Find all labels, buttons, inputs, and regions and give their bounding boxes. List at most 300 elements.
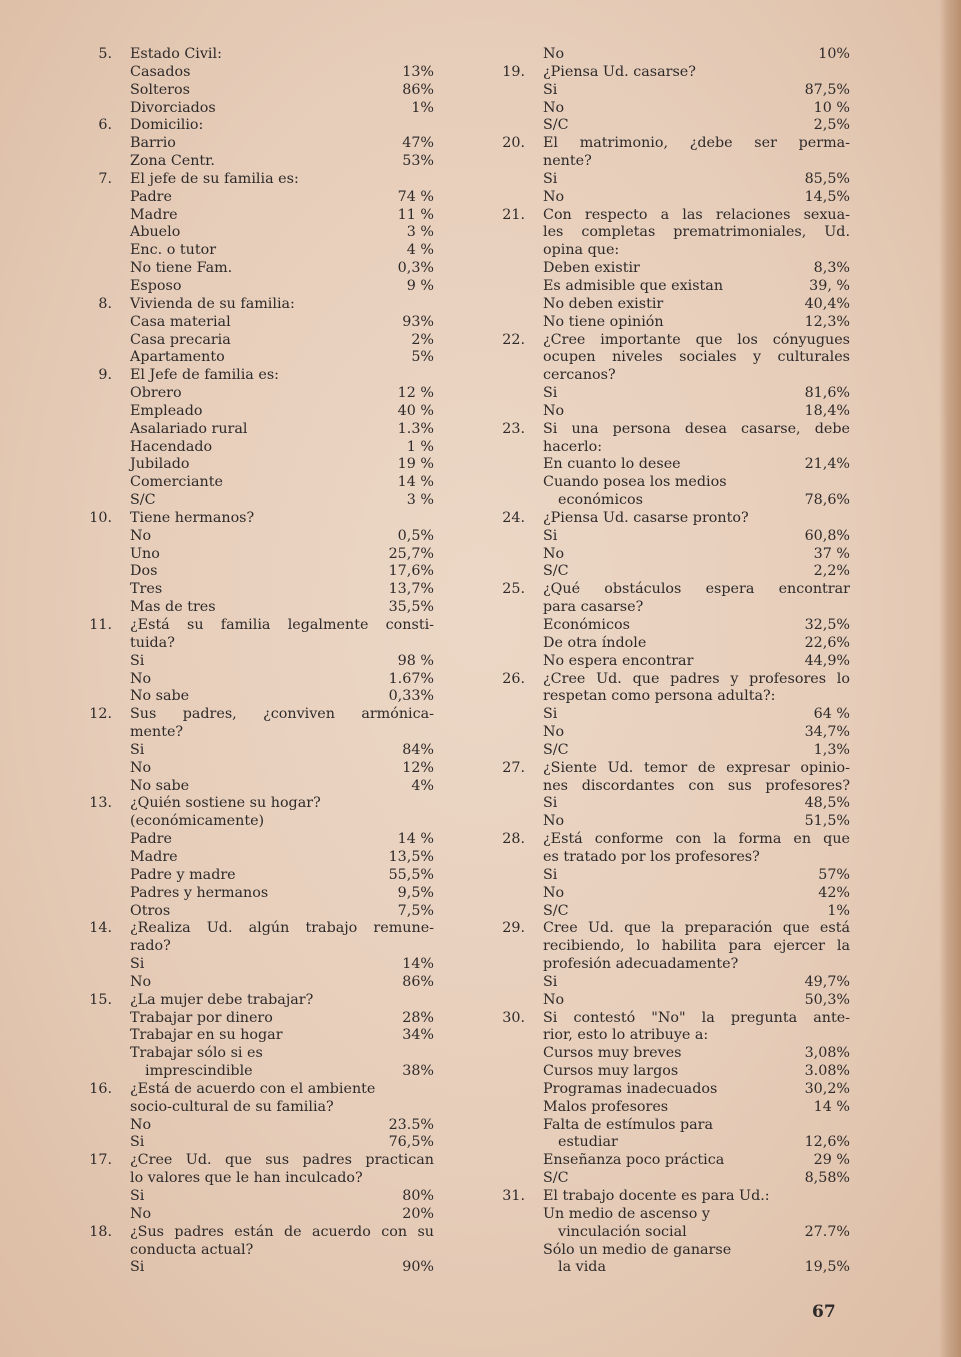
answer-row [82, 956, 434, 974]
answer-label: Obrero [130, 385, 182, 402]
question-text: es tratado por los profesores? [543, 848, 760, 865]
question-line [82, 706, 434, 724]
answer-percentage: 8,3% [813, 260, 850, 277]
question-line [82, 367, 434, 385]
answer-percentage: 7,5% [397, 902, 434, 919]
answer-row [82, 224, 434, 242]
question-continuation-line [82, 1099, 434, 1117]
answer-label: Trabajar en su hogar [130, 1027, 283, 1044]
answer-row [82, 1188, 434, 1206]
answer-label: No [543, 884, 565, 901]
right-column [495, 46, 850, 1277]
question-continuation-line [495, 242, 850, 260]
answer-row [495, 1206, 850, 1224]
answer-row [82, 760, 434, 778]
answer-label: No [130, 759, 152, 776]
answer-percentage: 17,6% [388, 563, 434, 580]
answer-label: económicos [558, 492, 643, 509]
question-text: ¿Está de acuerdo con el ambiente [130, 1080, 376, 1097]
answer-row [82, 100, 434, 118]
answer-percentage: 20% [402, 1205, 434, 1222]
answer-percentage: 14,5% [804, 188, 850, 205]
answer-percentage: 90% [402, 1259, 434, 1276]
answer-row [82, 82, 434, 100]
answer-percentage: 3 % [406, 492, 434, 509]
answer-percentage: 74 % [397, 188, 434, 205]
answer-label: Cuando posea los medios [543, 474, 727, 491]
answer-percentage: 1 % [406, 438, 434, 455]
answer-row [495, 474, 850, 492]
question-number: 18. [89, 1223, 112, 1240]
answer-row [495, 974, 850, 992]
answer-percentage: 30,2% [804, 1080, 850, 1097]
answer-row [495, 653, 850, 671]
question-text: Estado Civil: [130, 46, 222, 62]
answer-label: No tiene Fam. [130, 260, 233, 277]
answer-row [495, 528, 850, 546]
answer-label: Si [543, 81, 558, 98]
answer-row [495, 260, 850, 278]
answer-percentage: 51,5% [804, 813, 850, 830]
answer-row [82, 1259, 434, 1277]
answer-row [495, 742, 850, 760]
answer-percentage: 25,7% [388, 545, 434, 562]
question-text: conducta actual? [130, 1241, 254, 1258]
question-line [495, 64, 850, 82]
question-number: 28. [502, 831, 525, 848]
question-continuation-line [495, 439, 850, 457]
answer-label: Es admisible que existan [543, 277, 724, 294]
answer-row [82, 831, 434, 849]
answer-label: Otros [130, 902, 171, 919]
answer-row [82, 546, 434, 564]
answer-row [82, 385, 434, 403]
answer-row [82, 492, 434, 510]
answer-label: No [543, 46, 565, 62]
question-text: ¿Piensa Ud. casarse? [543, 63, 696, 80]
answer-label: Deben existir [543, 260, 640, 277]
answer-label: S/C [543, 1170, 569, 1187]
question-line [82, 1081, 434, 1099]
question-text: El matrimonio, ¿debe ser perma- [543, 135, 850, 152]
answer-row [495, 1099, 850, 1117]
answer-row [82, 563, 434, 581]
answer-label: estudiar [558, 1134, 618, 1151]
answer-percentage: 84% [402, 741, 434, 758]
answer-label: No [543, 545, 565, 562]
answer-label: Abuelo [130, 224, 181, 241]
answer-label: Cursos muy breves [543, 1045, 682, 1062]
answer-label: Apartamento [130, 349, 225, 366]
answer-row [495, 492, 850, 510]
question-continuation-line [82, 724, 434, 742]
answer-label: Sólo un medio de ganarse [543, 1241, 732, 1258]
question-continuation-line [82, 813, 434, 831]
answer-row [495, 278, 850, 296]
answer-row [495, 903, 850, 921]
question-line [495, 760, 850, 778]
answer-label: No [543, 188, 565, 205]
answer-label: Cursos muy largos [543, 1063, 679, 1080]
question-line [495, 1010, 850, 1028]
answer-percentage: 1% [411, 99, 434, 116]
question-line [495, 421, 850, 439]
answer-row [82, 653, 434, 671]
answer-label: Si [543, 170, 558, 187]
answer-percentage: 93% [402, 313, 434, 330]
answer-row [82, 1206, 434, 1224]
answer-percentage: 29 % [813, 1152, 850, 1169]
answer-percentage: 85,5% [804, 170, 850, 187]
page-number: 67 [812, 1302, 836, 1322]
answer-label: Si [130, 741, 145, 758]
question-number: 10. [89, 509, 112, 526]
answer-label: Si [543, 527, 558, 544]
answer-label: De otra índole [543, 634, 647, 651]
answer-row [82, 974, 434, 992]
answer-percentage: 0,33% [388, 688, 434, 705]
question-text: ¿Quién sostiene su hogar? [130, 795, 321, 812]
answer-row [495, 1152, 850, 1170]
answer-percentage: 80% [402, 1188, 434, 1204]
answer-label: Si [130, 1188, 145, 1204]
answer-label: Casa precaria [130, 331, 231, 348]
question-number: 31. [502, 1188, 525, 1204]
answer-percentage: 55,5% [388, 866, 434, 883]
answer-label: No [130, 670, 152, 687]
answer-row [82, 1117, 434, 1135]
answer-percentage: 12% [402, 759, 434, 776]
answer-percentage: 5% [411, 349, 434, 366]
answer-row [495, 82, 850, 100]
question-line [495, 332, 850, 350]
question-text: Si una persona desea casarse, debe [543, 420, 850, 437]
answer-label: No sabe [130, 688, 190, 705]
answer-percentage: 4 % [406, 242, 434, 259]
answer-label: Padre [130, 831, 172, 848]
answer-row [495, 1063, 850, 1081]
question-continuation-line [495, 956, 850, 974]
answer-label: Zona Centr. [130, 153, 215, 170]
page-edge-shadow [939, 0, 961, 1357]
answer-label: Padre [130, 188, 172, 205]
answer-label: vinculación social [558, 1223, 687, 1240]
answer-label: S/C [543, 902, 569, 919]
question-number: 13. [89, 795, 112, 812]
question-number: 5. [98, 46, 112, 62]
question-text: Vivienda de su familia: [130, 295, 295, 312]
answer-row [495, 46, 850, 64]
question-text: El Jefe de familia es: [130, 367, 279, 384]
answer-percentage: 47% [402, 135, 434, 152]
answer-row [82, 421, 434, 439]
question-text: socio-cultural de su familia? [130, 1098, 334, 1115]
question-continuation-line [495, 153, 850, 171]
question-continuation-line [495, 224, 850, 242]
answer-row [495, 546, 850, 564]
question-number: 8. [98, 295, 112, 312]
answer-percentage: 3,08% [804, 1045, 850, 1062]
question-continuation-line [495, 599, 850, 617]
answer-label: Si [543, 973, 558, 990]
question-number: 26. [502, 670, 525, 687]
question-line [82, 510, 434, 528]
question-text: recibiendo, lo habilita para ejercer la [543, 938, 850, 955]
answer-label: Barrio [130, 135, 176, 152]
answer-label: Esposo [130, 277, 182, 294]
answer-percentage: 44,9% [804, 652, 850, 669]
answer-row [82, 314, 434, 332]
answer-row [82, 599, 434, 617]
question-number: 12. [89, 706, 112, 723]
answer-percentage: 2% [411, 331, 434, 348]
question-continuation-line [82, 1242, 434, 1260]
question-text: ¿Sus padres están de acuerdo con su [130, 1223, 434, 1240]
question-text: nes discordantes con sus profesores? [543, 777, 850, 794]
answer-percentage: 34% [402, 1027, 434, 1044]
answer-row [495, 1117, 850, 1135]
question-line [82, 296, 434, 314]
answer-percentage: 3.08% [804, 1063, 850, 1080]
question-number: 22. [502, 331, 525, 348]
question-text: ¿Está su familia legalmente consti- [130, 617, 434, 633]
question-text: ¿Qué obstáculos espera encontrar [543, 581, 850, 598]
question-line [82, 46, 434, 64]
question-continuation-line [82, 938, 434, 956]
answer-row [82, 849, 434, 867]
answer-row [495, 1081, 850, 1099]
answer-label: No [130, 973, 152, 990]
answer-row [495, 385, 850, 403]
answer-label: No [543, 99, 565, 116]
answer-row [82, 207, 434, 225]
answer-percentage: 37 % [813, 545, 850, 562]
answer-percentage: 76,5% [388, 1134, 434, 1151]
answer-label: No [130, 1205, 152, 1222]
question-line [495, 920, 850, 938]
answer-row [495, 456, 850, 474]
answer-row [495, 885, 850, 903]
answer-percentage: 12,3% [804, 313, 850, 330]
answer-row [495, 635, 850, 653]
answer-label: Si [543, 795, 558, 812]
answer-label: No [543, 813, 565, 830]
answer-label: No [543, 991, 565, 1008]
question-text: hacerlo: [543, 438, 603, 455]
answer-row [82, 439, 434, 457]
answer-label: Padre y madre [130, 866, 236, 883]
answer-row [495, 813, 850, 831]
answer-percentage: 10 % [813, 99, 850, 116]
answer-percentage: 11 % [397, 206, 434, 223]
question-number: 25. [502, 581, 525, 598]
question-text: ¿Cree importante que los cónyugues [543, 331, 850, 348]
answer-percentage: 78,6% [804, 492, 850, 509]
answer-label: Comerciante [130, 474, 223, 491]
question-number: 7. [98, 170, 112, 187]
answer-row [82, 153, 434, 171]
answer-percentage: 39, % [809, 277, 850, 294]
answer-percentage: 53% [402, 153, 434, 170]
answer-percentage: 23.5% [388, 1116, 434, 1133]
answer-label: Si [130, 1134, 145, 1151]
answer-percentage: 21,4% [804, 456, 850, 473]
question-number: 23. [502, 420, 525, 437]
answer-percentage: 3 % [406, 224, 434, 241]
question-line [82, 1224, 434, 1242]
answer-row [495, 795, 850, 813]
question-line [82, 171, 434, 189]
answer-row [82, 474, 434, 492]
question-line [82, 617, 434, 635]
question-text: El trabajo docente es para Ud.: [543, 1188, 770, 1204]
answer-percentage: 98 % [397, 652, 434, 669]
answer-row [82, 671, 434, 689]
answer-row [495, 100, 850, 118]
question-text: (económicamente) [130, 813, 265, 830]
answer-label: imprescindible [145, 1063, 253, 1080]
answer-row [495, 189, 850, 207]
answer-label: Si [543, 866, 558, 883]
answer-label: No [543, 402, 565, 419]
question-text: opina que: [543, 242, 620, 259]
question-continuation-line [495, 1027, 850, 1045]
answer-label: Divorciados [130, 99, 216, 116]
question-continuation-line [495, 938, 850, 956]
answer-percentage: 14% [402, 956, 434, 973]
question-number: 21. [502, 206, 525, 223]
answer-percentage: 12,6% [804, 1134, 850, 1151]
answer-percentage: 42% [818, 884, 850, 901]
answer-row [495, 867, 850, 885]
question-line [495, 207, 850, 225]
answer-row [495, 117, 850, 135]
answer-label: No deben existir [543, 295, 664, 312]
question-text: rior, esto lo atribuye a: [543, 1027, 709, 1044]
question-continuation-line [495, 778, 850, 796]
answer-percentage: 9 % [406, 277, 434, 294]
answer-row [495, 1224, 850, 1242]
answer-label: Si [543, 385, 558, 402]
answer-percentage: 57% [818, 866, 850, 883]
question-text: mente? [130, 724, 184, 741]
question-text: tuida? [130, 634, 175, 651]
answer-row [495, 617, 850, 635]
question-text: ¿Cree Ud. que sus padres practican [130, 1152, 434, 1169]
answer-percentage: 27.7% [804, 1223, 850, 1240]
question-number: 11. [89, 617, 112, 633]
answer-percentage: 0,5% [397, 527, 434, 544]
question-line [495, 510, 850, 528]
answer-row [82, 189, 434, 207]
answer-label: En cuanto lo desee [543, 456, 681, 473]
question-text: lo valores que le han inculcado? [130, 1170, 363, 1187]
answer-row [82, 778, 434, 796]
answer-label: No tiene opinión [543, 313, 664, 330]
question-number: 29. [502, 920, 525, 937]
answer-row [82, 688, 434, 706]
answer-percentage: 14 % [397, 474, 434, 491]
answer-row [82, 903, 434, 921]
answer-percentage: 12 % [397, 385, 434, 402]
question-text: cercanos? [543, 367, 616, 384]
answer-percentage: 10% [818, 46, 850, 62]
question-number: 20. [502, 135, 525, 152]
answer-label: No [130, 1116, 152, 1133]
question-text: ¿La mujer debe trabajar? [130, 991, 314, 1008]
answer-row [82, 1027, 434, 1045]
question-line [495, 135, 850, 153]
question-text: les completas prematrimoniales, Ud. [543, 224, 850, 241]
answer-row [82, 581, 434, 599]
question-continuation-line [495, 688, 850, 706]
answer-percentage: 86% [402, 973, 434, 990]
question-text: ¿Cree Ud. que padres y profesores lo [543, 670, 850, 687]
answer-row [82, 349, 434, 367]
question-text: Si contestó "No" la pregunta ante- [543, 1009, 850, 1026]
answer-row [82, 456, 434, 474]
question-text: ¿Piensa Ud. casarse pronto? [543, 509, 749, 526]
answer-label: Jubilado [130, 456, 190, 473]
answer-label: S/C [543, 741, 569, 758]
question-text: para casarse? [543, 599, 644, 616]
answer-label: Enseñanza poco práctica [543, 1152, 725, 1169]
answer-label: No [130, 527, 152, 544]
question-text: nente? [543, 153, 592, 170]
question-text: Con respecto a las relaciones sexua- [543, 206, 850, 223]
answer-row [495, 992, 850, 1010]
question-number: 27. [502, 759, 525, 776]
answer-label: Madre [130, 848, 178, 865]
answer-label: Si [543, 706, 558, 723]
answer-percentage: 4% [411, 777, 434, 794]
answer-label: Falta de estímulos para [543, 1116, 713, 1133]
answer-percentage: 14 % [813, 1098, 850, 1115]
answer-label: S/C [543, 563, 569, 580]
answer-percentage: 81,6% [804, 385, 850, 402]
answer-label: No espera encontrar [543, 652, 694, 669]
answer-row [82, 278, 434, 296]
answer-percentage: 86% [402, 81, 434, 98]
question-continuation-line [82, 635, 434, 653]
answer-row [82, 867, 434, 885]
answer-percentage: 32,5% [804, 617, 850, 633]
question-number: 17. [89, 1152, 112, 1169]
answer-percentage: 60,8% [804, 527, 850, 544]
question-line [495, 1188, 850, 1206]
question-text: respetan como persona adulta?: [543, 688, 776, 705]
question-text: rado? [130, 938, 171, 955]
answer-percentage: 40,4% [804, 295, 850, 312]
answer-percentage: 1% [827, 902, 850, 919]
question-line [82, 920, 434, 938]
answer-row [495, 296, 850, 314]
answer-row [495, 403, 850, 421]
answer-percentage: 1,3% [813, 741, 850, 758]
answer-row [82, 528, 434, 546]
answer-label: Trabajar por dinero [130, 1009, 273, 1026]
answer-label: Asalariado rural [130, 420, 248, 437]
answer-label: Dos [130, 563, 158, 580]
answer-row [82, 260, 434, 278]
answer-row [495, 1134, 850, 1152]
answer-percentage: 87,5% [804, 81, 850, 98]
question-number: 30. [502, 1009, 525, 1026]
answer-label: S/C [130, 492, 156, 509]
answer-label: Casados [130, 63, 191, 80]
question-line [82, 795, 434, 813]
answer-row [82, 1045, 434, 1063]
